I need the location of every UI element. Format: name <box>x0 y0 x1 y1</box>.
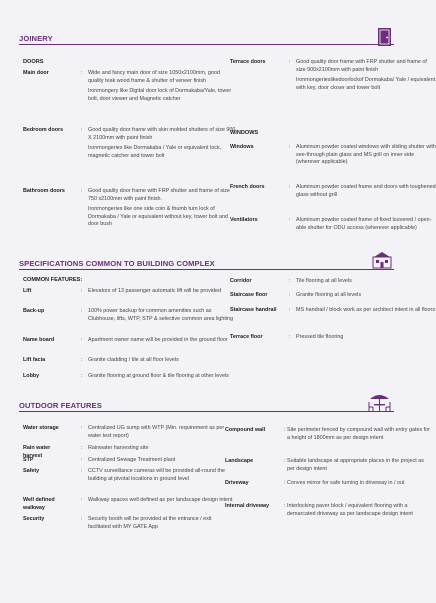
spec-value <box>88 337 236 345</box>
spec-paragraph: Good quality door frame with FRP shutter and frame of size 750 x2100mm with paint finish. <box>88 188 230 202</box>
spec-label: French doors <box>230 184 265 190</box>
spec-colon: : <box>81 308 83 314</box>
common-title: SPECIFICATIONS COMMON TO BUILDING COMPLEX <box>19 259 215 268</box>
spec-label: Water storage <box>23 425 59 431</box>
spec-label: Staircase floor <box>230 292 268 298</box>
spec-colon: : <box>81 70 83 76</box>
spec-label: Compound wall <box>225 427 266 433</box>
spec-paragraph: Ironmongery like Digital door lock of Dormakaba/Yale, tower bolt, door viewer and Magnetic catcher <box>88 88 232 102</box>
spec-colon: : <box>289 144 291 150</box>
spec-colon: : <box>289 278 291 284</box>
spec-paragraph: Tile flooring at all levels <box>296 278 352 284</box>
spec-paragraph: Interlocking paver block / equivalent flooring with a demarcated driveway as per landscape design intent <box>287 503 413 517</box>
spec-label: Well defined walkway <box>23 497 55 511</box>
spec-value <box>296 307 436 315</box>
spec-label: Name board <box>23 337 55 343</box>
spec-label: Driveway <box>225 480 249 486</box>
spec-colon: : <box>284 427 286 433</box>
outdoor-title: OUTDOOR FEATURES <box>19 401 102 410</box>
spec-paragraph: Ironmongerieslikedoorlockof Dormakaba/ Yale / equivalent with key, door closer and tower bolt <box>296 77 436 91</box>
spec-colon: : <box>289 334 291 340</box>
common-features-heading: COMMON FEATURES: <box>23 277 83 283</box>
spec-value <box>88 288 236 296</box>
spec-label: Internal driveway <box>225 503 270 509</box>
spec-value <box>287 480 431 488</box>
spec-paragraph: Ironmongeries like one side coin & thumb turn lock of Dormakaba / Yale or equivalent without key, tower bolt and door bush <box>88 206 228 228</box>
spec-colon: : <box>81 425 83 431</box>
spec-paragraph: Rainwater harvesting site <box>88 445 149 451</box>
spec-colon: : <box>81 373 83 379</box>
spec-value <box>296 292 436 300</box>
spec-value <box>287 427 431 442</box>
spec-value <box>296 278 436 286</box>
spec-colon: : <box>289 292 291 298</box>
spec-colon: : <box>81 457 83 463</box>
spec-label: Terrace floor <box>230 334 263 340</box>
spec-value <box>88 308 236 323</box>
spec-paragraph: Good quality door frame with FRP shutter and frame of size 900x2100mm with paint finish <box>296 59 427 73</box>
spec-label: Terrace doors <box>230 59 266 65</box>
spec-paragraph: Centralized UG sump with WTP (Min. requirement as per water test report) <box>88 425 225 439</box>
spec-colon: : <box>81 127 83 133</box>
spec-value <box>88 468 234 483</box>
spec-value <box>296 184 436 199</box>
spec-colon: : <box>81 188 83 194</box>
spec-label: Staircase handrail <box>230 307 277 313</box>
spec-value <box>88 373 236 381</box>
spec-label: Bedroom doors <box>23 127 64 133</box>
spec-paragraph: Good quality door frame with skin molded shutters of size 900 X 2100mm with paint finish <box>88 127 236 141</box>
spec-paragraph: Aluminum powder coated frame of fixed louvered / open-able shutter for ODU access (wherever applicable) <box>296 217 432 231</box>
spec-label: Safety <box>23 468 40 474</box>
spec-paragraph: Ironmongeries like Dormakaba / Yale or equivalent lock, magnetic catcher and tower bolt <box>88 145 222 159</box>
spec-label: Landscape <box>225 458 254 464</box>
spec-label: Rain water harvest <box>23 445 51 459</box>
spec-colon: : <box>81 337 83 343</box>
spec-value <box>287 503 431 518</box>
spec-value <box>88 357 236 365</box>
spec-colon: : <box>284 503 286 509</box>
spec-colon: : <box>81 468 83 474</box>
spec-label: Lobby <box>23 373 40 379</box>
spec-value <box>287 458 431 473</box>
spec-colon: : <box>289 217 291 223</box>
spec-value <box>88 457 234 465</box>
spec-label: Lift facia <box>23 357 46 363</box>
spec-colon: : <box>81 445 83 451</box>
spec-paragraph: Granite cladding / tile at all floor levels <box>88 357 179 363</box>
spec-colon: : <box>81 516 83 522</box>
spec-colon: : <box>284 480 286 486</box>
spec-paragraph: Pressed tile flooring <box>296 334 344 340</box>
spec-paragraph: CCTV surveillance cameras will be provided all-round the building at pivotal locations in ground level <box>88 468 225 482</box>
spec-value <box>88 516 234 531</box>
spec-value <box>88 188 236 229</box>
joinery-rule <box>19 44 394 45</box>
spec-value <box>88 497 234 505</box>
building-lobby-icon <box>371 251 393 269</box>
spec-colon: : <box>289 307 291 313</box>
spec-label: STP <box>23 457 34 463</box>
spec-value <box>88 425 234 440</box>
spec-colon: : <box>289 184 291 190</box>
spec-colon: : <box>284 458 286 464</box>
spec-value <box>296 334 436 342</box>
spec-label: Ventilators <box>230 217 258 223</box>
doors-heading: DOORS <box>23 59 44 65</box>
spec-paragraph: Granite flooring at ground floor & tile flooring at other levels <box>88 373 229 379</box>
spec-value <box>296 217 436 232</box>
spec-paragraph: Aluminum powder coated frame and doors with toughened glass without grill <box>296 184 436 198</box>
spec-label: Main door <box>23 70 49 76</box>
common-rule <box>19 269 394 270</box>
spec-label: Lift <box>23 288 32 294</box>
spec-paragraph: Centralized Sewage Treatment plant <box>88 457 176 463</box>
spec-value <box>88 445 234 453</box>
spec-paragraph: Site perimeter fenced by compound wall with entry gates for a height of 1800mm as per design intent <box>287 427 430 441</box>
spec-colon: : <box>81 497 83 503</box>
spec-colon: : <box>81 288 83 294</box>
spec-paragraph: Aluminum powder coated windows with sliding shutter with see-through plain glass and MS grill on inner side (wherever applicable) <box>296 144 436 166</box>
spec-paragraph: Granite flooring at all levels <box>296 292 362 298</box>
spec-paragraph: Elevators of 13 passenger automatic lift will be provided <box>88 288 222 294</box>
spec-label: Corridor <box>230 278 252 284</box>
spec-paragraph: Security booth will be provided at the entrance / exit facilitated with MY GATE App <box>88 516 212 530</box>
spec-value <box>296 144 436 167</box>
spec-paragraph: MS handrail / block work as per architect intent in all floors <box>296 307 436 313</box>
outdoor-table-umbrella-icon <box>366 392 393 412</box>
windows-heading: WINDOWS <box>230 130 259 136</box>
spec-paragraph: 100% power backup for common amenities such as Clubhouse, lifts, WTP, STP & selective common area lighting <box>88 308 234 322</box>
spec-label: Back-up <box>23 308 45 314</box>
spec-value <box>296 59 436 92</box>
spec-value <box>88 127 236 160</box>
outdoor-rule <box>19 411 394 412</box>
spec-paragraph: Apartment owner name will be provided in the ground floor <box>88 337 228 343</box>
spec-colon: : <box>289 59 291 65</box>
spec-paragraph: Walkway spaces well defined as per landscape design intent <box>88 497 233 503</box>
spec-label: Security <box>23 516 45 522</box>
spec-paragraph: Wide and fancy main door of size 1050x2100mm, good quality teak wood frame & shutter of veneer finish <box>88 70 220 84</box>
door-icon <box>377 27 393 47</box>
spec-label: Bathroom doors <box>23 188 65 194</box>
spec-colon: : <box>81 357 83 363</box>
spec-label: Windows <box>230 144 254 150</box>
joinery-title: JOINERY <box>19 34 53 43</box>
spec-value <box>88 70 236 103</box>
spec-paragraph: Suitable landscape at appropriate places in the project as per design intent <box>287 458 424 472</box>
spec-paragraph: Convex mirror for safe turning in driveway in / out <box>287 480 405 486</box>
